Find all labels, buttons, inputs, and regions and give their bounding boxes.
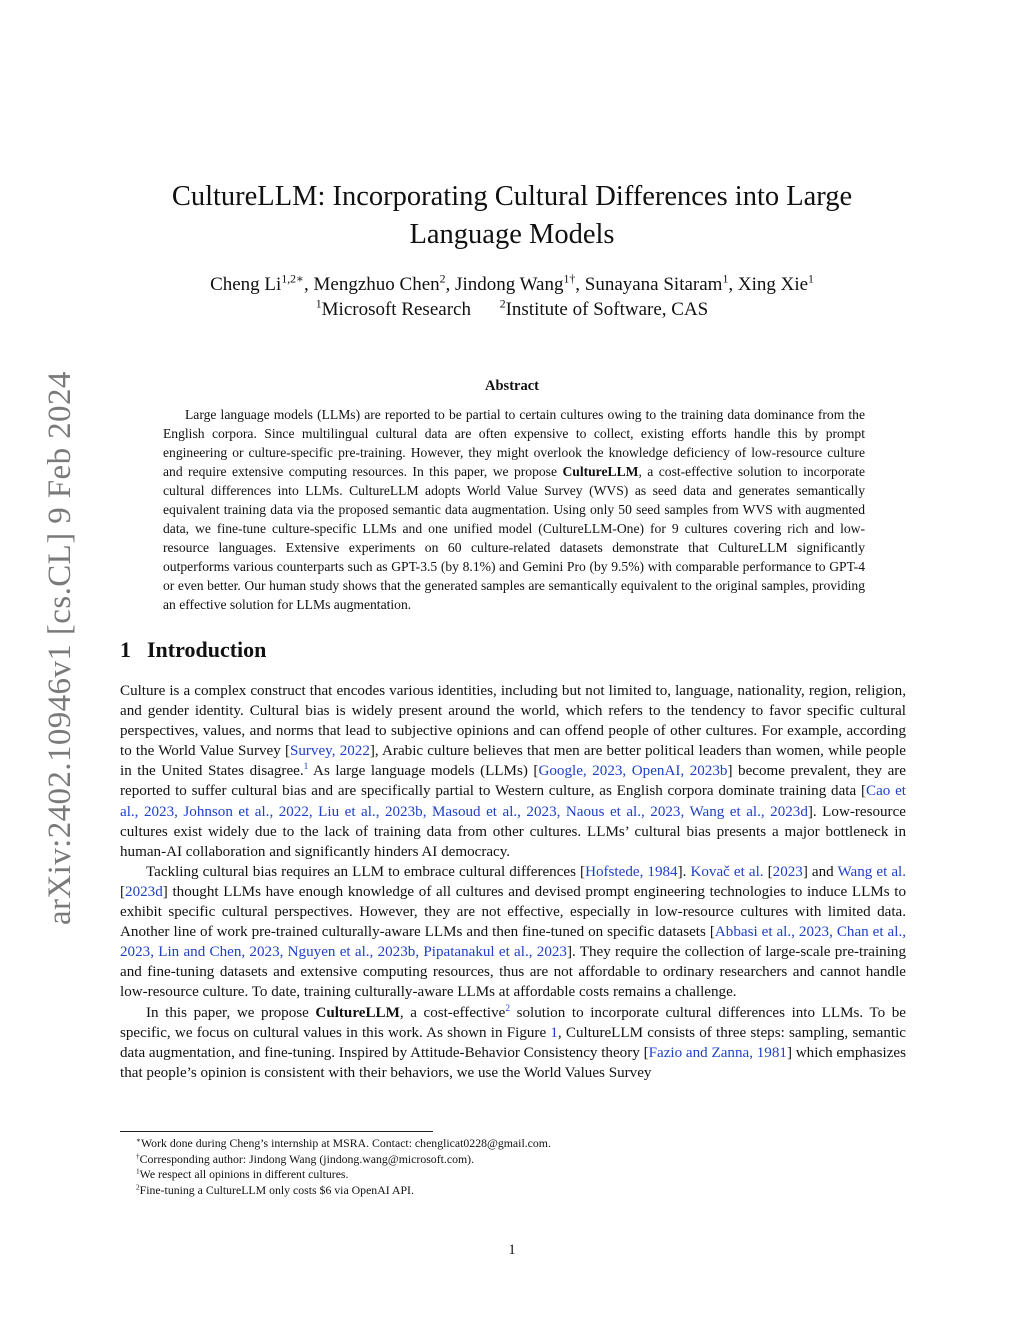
author-list: Cheng $Li^{1,2∗}$, Mengzhuo Chen$^2$, Jindong Wang$^{1\dagger}$, Sunayana Sitaram$^1$, Xing Xie$^1$ — [210, 272, 814, 295]
citation-link[interactable]: Google, 2023, OpenAI, 2023b — [538, 763, 728, 780]
footnote-divider — [120, 1131, 433, 1132]
citation-link[interactable]: Survey, 2022 — [289, 743, 370, 760]
author-name: Sunayana Sitaram — [584, 274, 723, 295]
figure-ref-link[interactable]: 1 — [550, 1024, 558, 1041]
citation-link[interactable]: 2023 — [772, 863, 803, 880]
citation-link[interactable]: 2023d — [125, 883, 163, 900]
section-heading: 1 Introduction — [120, 637, 267, 662]
author-affil-mark: 1 — [722, 272, 729, 286]
body-text — [120, 681, 906, 1083]
paragraph: Tackling cultural bias requires an LLM to embrace cultural differences [Hofstede, 1984]. Kovač et al. [2023] and Wang et al. [2023d] thought LLMs have enough knowledge of all cultures and devised prompt engineering technologies to induce LLMs to exhibit specific cultural perspectives. However, they are not effective, especially in low-resource cultures with limited data. Another line of work pre-trained culturally-aware LLMs and then fine-tuned on specific datasets [Abbasi et al., 2023, Chan et al., 2023, Lin and Chen, 2023, Nguyen et al., 2023b, Pipatanakul et al., 2023]. They require the collection of large-scale pre-training and fine-tuning datasets and extensive computing resources, thus are not affordable to ordinary researchers and cannot handle low-resource culture. To date, training culturally-aware LLMs at affordable costs remains a challenge. — [120, 863, 907, 1001]
paragraph: Culture is a complex construct that encodes various identities, including but not limited to, language, nationality, region, religion, and gender identity. Cultural bias is widely present around the world, which refers to the tendency to favor specific cultural perspectives, values, and norms that lead to subjective opinions and can offend people of other cultures. For example, according to the World Value Survey [Survey, 2022], Arabic culture believes that men are better political leaders than women, while people in the United States disagree.$^1$ As large language models (LLMs) [Google, 2023, OpenAI, 2023b] become prevalent, they are reported to suffer cultural bias and are specifically partial to Western culture, as English corpora dominate training data [Cao et al., 2023, Johnson et al., 2022, Liu et al., 2023b, Masoud et al., 2023, Naous et al., 2023, Wang et al., 2023d]. Low-resource cultures exist widely due to the lack of training data from other cultures. LLMs’ cultural bias presents a major bottleneck in human-AI collaboration and significantly hinders AI democracy. — [120, 683, 907, 860]
citation-link[interactable]: Cao et al., 2023, Johnson et al., 2022, Liu et al., 2023b, Masoud et al., 2023, Naous et al., 2023, Wang et al., 2023d — [120, 783, 907, 820]
abstract-body: Large language models (LLMs) are reported to be partial to certain cultures owing to the training data dominance from the English corpora. Since multilingual cultural data are often expensive to collect, existing efforts handle this by prompt engineering or culture-specific pre-training. However, they might overlook the knowledge deficiency of low-resource culture and require extensive computing resources. In this paper, we propose CultureLLM, a cost-effective solution to incorporate cultural differences into LLMs. CultureLLM adopts World Value Survey (WVS) as seed data and generates semantically equivalent training data via the proposed semantic data augmentation. Using only 50 seed samples from WVS with augmented data, we fine-tune culture-specific LLMs and one unified model (CultureLLM-One) for 9 cultures covering rich and low-resource languages. Extensive experiments on 60 culture-related datasets demonstrate that CultureLLM significantly outperforms various counterparts such as GPT-3.5 (by 8.1%) and Gemini Pro (by 9.5%) with comparable performance to GPT-4 or even better. Our human study shows that the generated samples are semantically equivalent to the original samples, providing an effective solution for LLMs augmentation. — [163, 407, 865, 612]
citation-link[interactable]: Abbasi et al., 2023, Chan et al., 2023, Lin and Chen, 2023, Nguyen et al., 2023b, Pipatanakul et al., 2023 — [120, 924, 906, 961]
author-affil-mark: 1† — [563, 272, 576, 286]
author-affil-mark: 1,2∗ — [281, 272, 305, 286]
paper-title: CultureLLM: Incorporating Cultural Differences into Large Language Models — [171, 181, 853, 250]
affiliation: $^1$Microsoft Research — [315, 297, 471, 320]
affiliation-list — [120, 297, 904, 322]
author-name: Xing Xie — [737, 274, 809, 295]
citation-link[interactable]: Wang et al. — [837, 863, 907, 880]
method-name: CultureLLM — [562, 464, 639, 479]
citation-link[interactable]: Fazio and Zanna, 1981 — [648, 1044, 787, 1061]
page-number: 1 — [508, 1242, 516, 1258]
author-affil-mark: 2 — [439, 272, 446, 286]
author-name: Jindong Wang — [455, 274, 564, 295]
footnotes — [136, 1136, 896, 1198]
method-name: CultureLLM — [315, 1004, 400, 1021]
arxiv-identifier: arXiv:2402.10946v1 [cs.CL] 9 Feb 2024 — [42, 371, 78, 925]
footnote: $^2$Fine-tuning a CultureLLM only costs $6 via OpenAI API. — [136, 1182, 414, 1197]
author-name: Mengzhuo Chen — [313, 274, 440, 295]
affiliation: $^2$Institute of Software, CAS — [499, 297, 709, 320]
footnote-ref[interactable]: 1 — [303, 762, 309, 773]
citation-link[interactable]: Kovač et al. — [690, 863, 764, 880]
abstract-heading: Abstract — [485, 378, 539, 394]
footnote: †Corresponding author: Jindong Wang (jindong.wang@microsoft.com). — [136, 1151, 475, 1166]
paragraph: In this paper, we propose CultureLLM, a cost-effective$^2$ solution to incorporate cultural differences into LLMs. To be specific, we focus on cultural values in this work. As shown in Figure 1, CultureLLM consists of three steps: sampling, semantic data augmentation, and fine-tuning. Inspired by Attitude-Behavior Consistency theory [Fazio and Zanna, 1981] which emphasizes that people’s opinion is consistent with their behaviors, we use the World Values Survey — [120, 1003, 907, 1081]
footnote-ref[interactable]: 2 — [505, 1003, 511, 1014]
author-affil-mark: 1 — [808, 272, 814, 286]
footnote: ∗Work done during Cheng’s internship at MSRA. Contact: chenglicat0228@gmail.com. — [136, 1135, 551, 1150]
footnote: $^1$We respect all opinions in different cultures. — [136, 1166, 349, 1182]
author-name: Cheng Li — [210, 274, 282, 295]
citation-link[interactable]: Hofstede, 1984 — [585, 863, 678, 880]
